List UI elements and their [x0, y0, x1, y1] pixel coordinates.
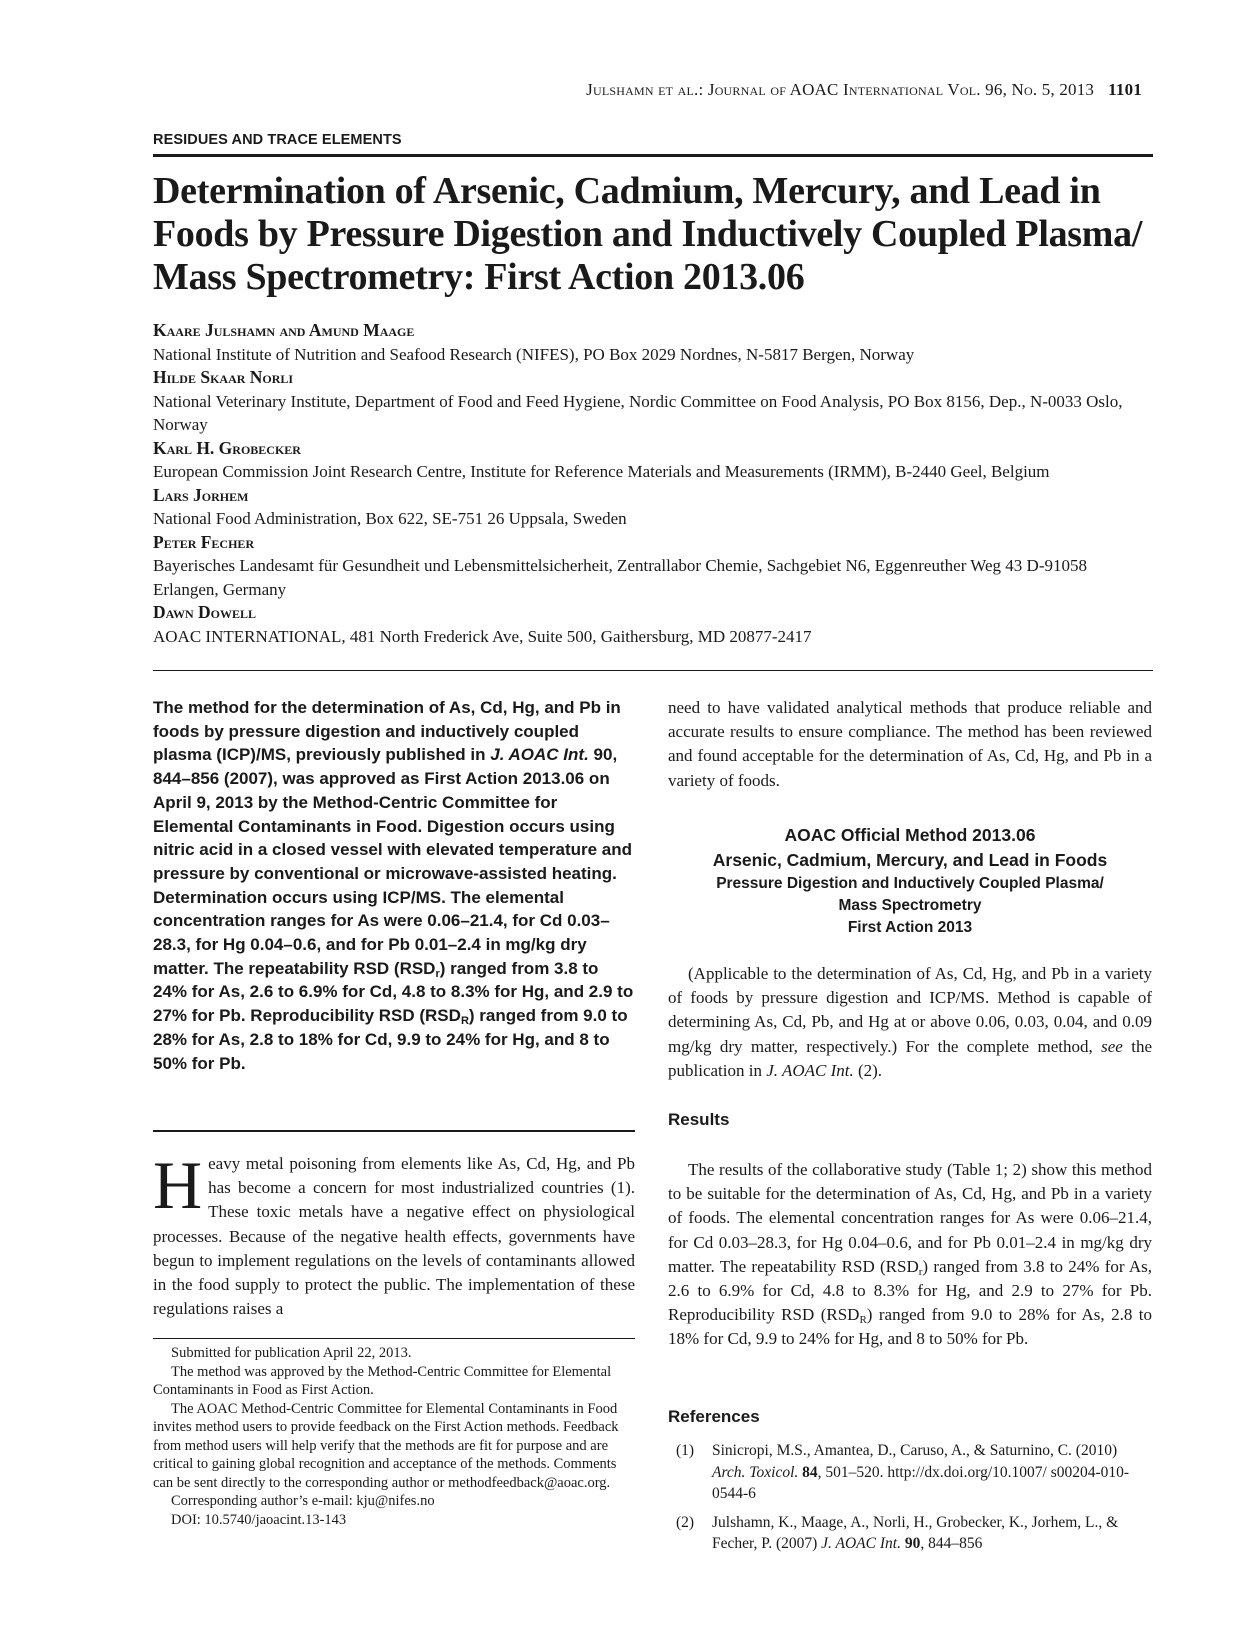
method-status: First Action 2013	[847, 919, 973, 936]
section-rule	[153, 154, 1153, 157]
method-subtitle: Mass Spectrometry	[838, 897, 982, 914]
running-head-text: Julshamn et al.: Journal of AOAC International Vol. 96, No. 5, 2013	[586, 80, 1095, 99]
subscript: r	[435, 967, 440, 980]
reference-pages: , 844–856	[920, 1535, 983, 1552]
running-head	[150, 80, 1142, 100]
applicability-text: (2).	[857, 1060, 883, 1080]
applicability-paragraph	[668, 962, 1152, 1083]
page-number: 1101	[1108, 80, 1142, 99]
reference-item	[668, 1440, 1152, 1505]
header-divider	[153, 670, 1153, 671]
abstract-divider	[153, 1130, 635, 1132]
results-text: ) ranged from 9.0 to 28% for As, 2.8 to 18% for Cd, 9.9 to 24% for Hg, and 8 to 50% for Pb.	[668, 1305, 1153, 1349]
footnote: Corresponding author’s e-mail: kju@nifes.no	[171, 1493, 435, 1509]
abstract-text: The method for the determination of As, Cd, Hg, and Pb in foods by pressure digestion and inductively coupled plasma (ICP)/MS, previously published in	[153, 698, 621, 765]
reference-number: (1)	[676, 1442, 695, 1459]
abstract-journal: J. AOAC Int.	[490, 745, 589, 765]
footnote: Submitted for publication April 22, 2013.	[171, 1345, 412, 1361]
reference-authors: Julshamn, K., Maage, A., Norli, H., Grobecker, K., Jorhem, L., & Fecher, P. (2007)	[712, 1513, 1119, 1552]
article-title: Determination of Arsenic, Cadmium, Mercury, and Lead in Foods by Pressure Digestion and Inductively Coupled Plasma/ Mass Spectrometry: First Action 2013.06	[153, 170, 1143, 298]
subscript: r	[918, 1265, 923, 1278]
see-italic: see	[1101, 1036, 1123, 1056]
results-paragraph	[668, 1158, 1152, 1352]
author-affiliation: Bayerisches Landesamt für Gesundheit und Lebensmittelsicherheit, Zentrallabor Chemie, Sachgebiet N6, Eggenreuther Weg 43 D-91058 Erlangen, Germany	[153, 556, 1087, 599]
results-text: The results of the collaborative study (Table 1; 2) show this method to be suitable for the determination of As, Cd, Hg, and Pb in a variety of foods. The elemental concentration ranges for As were 0.06–21.4, for Cd 0.03–28.3, for Hg 0.04–0.6, and for Pb 0.01–2.4 in mg/kg dry matter. The repeatability RSD (RSD	[668, 1160, 1152, 1276]
abstract	[153, 696, 635, 1075]
journal-italic: J. AOAC Int.	[766, 1060, 854, 1080]
results-text: ) ranged from 3.8 to 24% for As, 2.6 to 6.9% for Cd, 4.8 to 8.3% for Hg, and 2.9 to 27% for Pb. Reproducibility RSD (RSD	[668, 1256, 1153, 1325]
subscript: R	[859, 1314, 867, 1327]
intro-text: eavy metal poisoning from elements like As, Cd, Hg, and Pb has become a concern for most industrialized countries (1). These toxic metals have a negative effect on physiological processes. Because of the negative health effects, governments have begun to implement regulations on the levels of contaminants allowed in the food supply to protect the public. The implementation of these regulations raises a	[153, 1154, 635, 1319]
drop-cap: H	[153, 1147, 203, 1223]
results-heading: Results	[668, 1110, 730, 1129]
subscript: R	[460, 1015, 469, 1028]
author-affiliation: National Institute of Nutrition and Seafood Research (NIFES), PO Box 2029 Nordnes, N-5817 Bergen, Norway	[153, 344, 915, 364]
author-name: Karl H. Grobecker	[153, 437, 301, 458]
intro-paragraph	[153, 1147, 635, 1321]
author-name: Lars Jorhem	[153, 484, 249, 505]
reference-volume: 90	[904, 1535, 921, 1552]
reference-authors: Sinicropi, M.S., Amantea, D., Caruso, A., & Saturnino, C. (2010)	[712, 1442, 1118, 1459]
author-affiliation: National Food Administration, Box 622, SE-751 26 Uppsala, Sweden	[153, 509, 627, 528]
author-affiliation: National Veterinary Institute, Department of Food and Feed Hygiene, Nordic Committee on Food Analysis, PO Box 8156, Dep., N-0033 Oslo, Norway	[153, 391, 1123, 434]
applicability-text: the publication in	[668, 1036, 1153, 1080]
reference-journal: J. AOAC Int.	[821, 1535, 901, 1552]
author-name: Hilde Skaar Norli	[153, 367, 294, 387]
method-number: AOAC Official Method 2013.06	[784, 825, 1036, 845]
method-heading-block	[668, 823, 1152, 939]
method-subtitle: Pressure Digestion and Inductively Coupled Plasma/	[716, 875, 1104, 892]
footnotes	[153, 1344, 635, 1529]
reference-item	[668, 1512, 1152, 1555]
section-label: RESIDUES AND TRACE ELEMENTS	[153, 132, 402, 148]
reference-number: (2)	[676, 1513, 695, 1531]
intro-continued: need to have validated analytical methods that produce reliable and accurate results to ensure compliance. The method has been reviewed and found acceptable for the determination of As, Cd, Hg, and Pb in a variety of foods.	[668, 698, 1152, 790]
reference-volume: 84	[802, 1463, 818, 1481]
abstract-text: ) ranged from 9.0 to 28% for As, 2.8 to 18% for Cd, 9.9 to 24% for Hg, and 8 to 50% for Pb.	[153, 1006, 628, 1073]
abstract-text: 90, 844–856 (2007), was approved as First Action 2013.06 on April 9, 2013 by the Method-Centric Committee for Elemental Contaminants in Food. Digestion occurs using nitric acid in a closed vessel with elevated temperature and pressure by conventional or microwave-assisted heating. Determination occurs using ICP/MS. The elemental concentration ranges for As were 0.06–21.4, for Cd 0.03–28.3, for Hg 0.04–0.6, and for Pb 0.01–2.4 in mg/kg dry matter. The repeatability RSD (RSD	[153, 745, 633, 978]
author-name: Kaare Julshamn and Amund Maage	[153, 320, 415, 340]
reference-journal: Arch. Toxicol.	[712, 1463, 799, 1481]
author-affiliation: European Commission Joint Research Centre, Institute for Reference Materials and Measurements (IRMM), B-2440 Geel, Belgium	[153, 462, 1050, 481]
footnote: The AOAC Method-Centric Committee for Elemental Contaminants in Food invites method users to provide feedback on the First Action methods. Feedback from method users will help verify that the methods are fit for purpose and are critical to gaining global recognition and acceptance of the methods. Comments can be sent directly to the corresponding author or methodfeedback@aoac.org.	[153, 1400, 619, 1491]
author-affiliation: AOAC INTERNATIONAL, 481 North Frederick Ave, Suite 500, Gaithersburg, MD 20877-2417	[153, 626, 812, 646]
method-title: Arsenic, Cadmium, Mercury, and Lead in Foods	[712, 850, 1108, 870]
reference-list	[668, 1440, 1152, 1562]
footnote: DOI: 10.5740/jaoacint.13-143	[171, 1511, 347, 1528]
author-name: Peter Fecher	[153, 531, 255, 552]
footnote: The method was approved by the Method-Centric Committee for Elemental Contaminants in Food as First Action.	[153, 1363, 612, 1398]
reference-pages: , 501–520. http://dx.doi.org/10.1007/ s00204-010-0544-6	[712, 1463, 1130, 1502]
author-name: Dawn Dowell	[153, 602, 256, 622]
references-heading: References	[668, 1407, 760, 1426]
footnote-divider	[153, 1338, 635, 1339]
author-list	[153, 319, 1153, 648]
applicability-text: (Applicable to the determination of As, Cd, Hg, and Pb in a variety of foods by pressure digestion and ICP/MS. Method is capable of determining As, Cd, Pb, and Hg at or above 0.06, 0.03, 0.04, and 0.09 mg/kg dry matter, respectively.) For the complete method,	[668, 964, 1152, 1056]
abstract-text: ) ranged from 3.8 to 24% for As, 2.6 to 6.9% for Cd, 4.8 to 8.3% for Hg, and 2.9 to 27% for Pb. Reproducibility RSD (RSD	[153, 958, 634, 1026]
